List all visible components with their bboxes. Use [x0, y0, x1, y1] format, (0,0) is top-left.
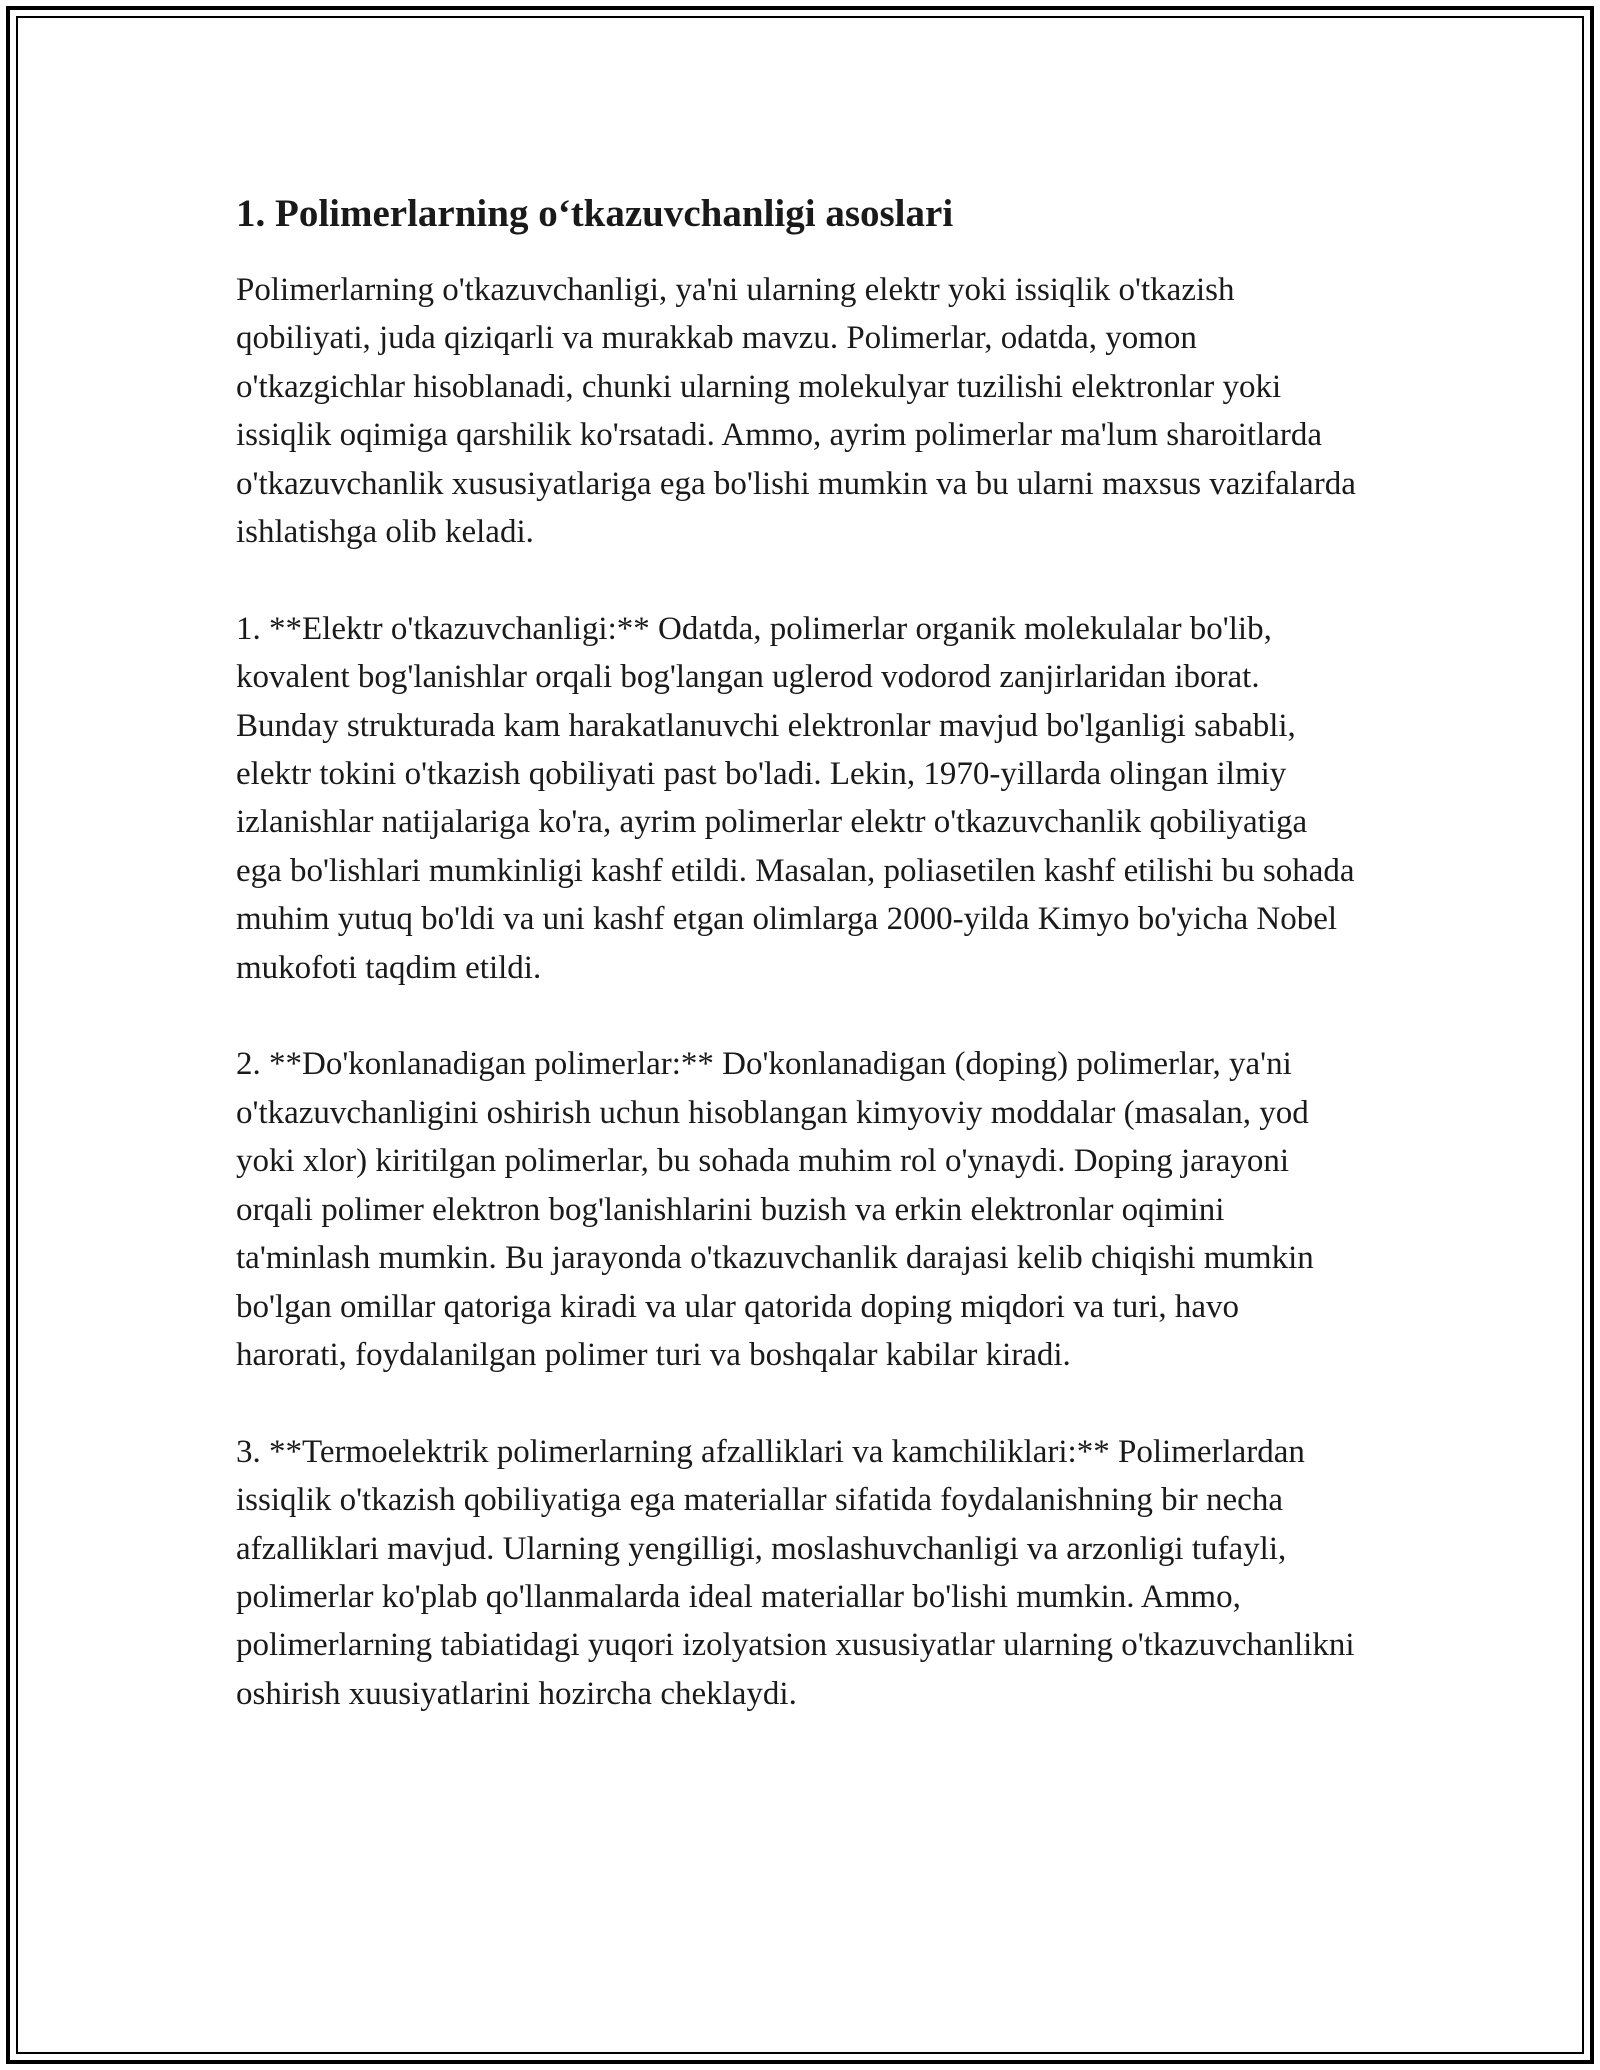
electrical-conductivity-paragraph: 1. **Elektr o'tkazuvchanligi:** Odatda, polimerlar organik molekulalar bo'lib, kovalent bog'lanishlar orqali bog'langan uglerod vodorod zanjirlaridan iborat. Bunday strukturada kam harakatlanuvchi elektronlar mavjud bo'lganligi sababli, elektr tokini o'tkazish qobiliyati past bo'ladi. Lekin, 1970-yillarda olingan ilmiy izlanishlar natijalariga ko'ra, ayrim polimerlar elektr o'tkazuvchanlik qobiliyatiga ega bo'lishlari mumkinligi kashf etildi. Masalan, poliasetilen kashf etilishi bu sohada muhim yutuq bo'ldi va uni kashf etgan olimlarga 2000-yilda Kimyo bo'yicha Nobel mukofoti taqdim etildi. — [236, 610, 1355, 986]
doped-polymers-paragraph: 2. **Do'konlanadigan polimerlar:** Do'konlanadigan (doping) polimerlar, ya'ni o'tkazuvchanligini oshirish uchun hisoblangan kimyoviy moddalar (masalan, yod yoki xlor) kiritilgan polimerlar, bu sohada muhim rol o'ynaydi. Doping jarayoni orqali polimer elektron bog'lanishlarini buzish va erkin elektronlar oqimini ta'minlash mumkin. Bu jarayonda o'tkazuvchanlik darajasi kelib chiqishi mumkin bo'lgan omillar qatoriga kiradi va ular qatorida doping miqdori va turi, havo harorati, foydalanilgan polimer turi va boshqalar kabilar kiradi. — [236, 1046, 1314, 1373]
thermoelectric-polymers-paragraph: 3. **Termoelektrik polimerlarning afzalliklari va kamchiliklari:** Polimerlardan issiqlik o'tkazish qobiliyatiga ega materiallar sifatida foydalanishning bir necha afzalliklari mavjud. Ularning yengilligi, moslashuvchanligi va arzonligi tufayli, polimerlar ko'plab qo'llanmalarda ideal materiallar bo'lishi mumkin. Ammo, polimerlarning tabiatidagi yuqori izolyatsion xususiyatlar ularning o'tkazuvchanlikni oshirish xuusiyatlarini hozircha cheklaydi. — [236, 1433, 1355, 1712]
section-heading: 1. Polimerlarning o‘tkazuvchanligi asoslari — [236, 192, 954, 235]
intro-paragraph: Polimerlarning o'tkazuvchanligi, ya'ni ularning elektr yoki issiqlik o'tkazish qobiliyati, juda qiziqarli va murakkab mavzu. Polimerlar, odatda, yomon o'tkazgichlar hisoblanadi, chunki ularning molekulyar tuzilishi elektronlar yoki issiqlik oqimiga qarshilik ko'rsatadi. Ammo, ayrim polimerlar ma'lum sharoitlarda o'tkazuvchanlik xususiyatlariga ega bo'lishi mumkin va bu ularni maxsus vazifalarda ishlatishga olib keladi. — [236, 272, 1356, 551]
document-body — [236, 186, 1356, 1767]
